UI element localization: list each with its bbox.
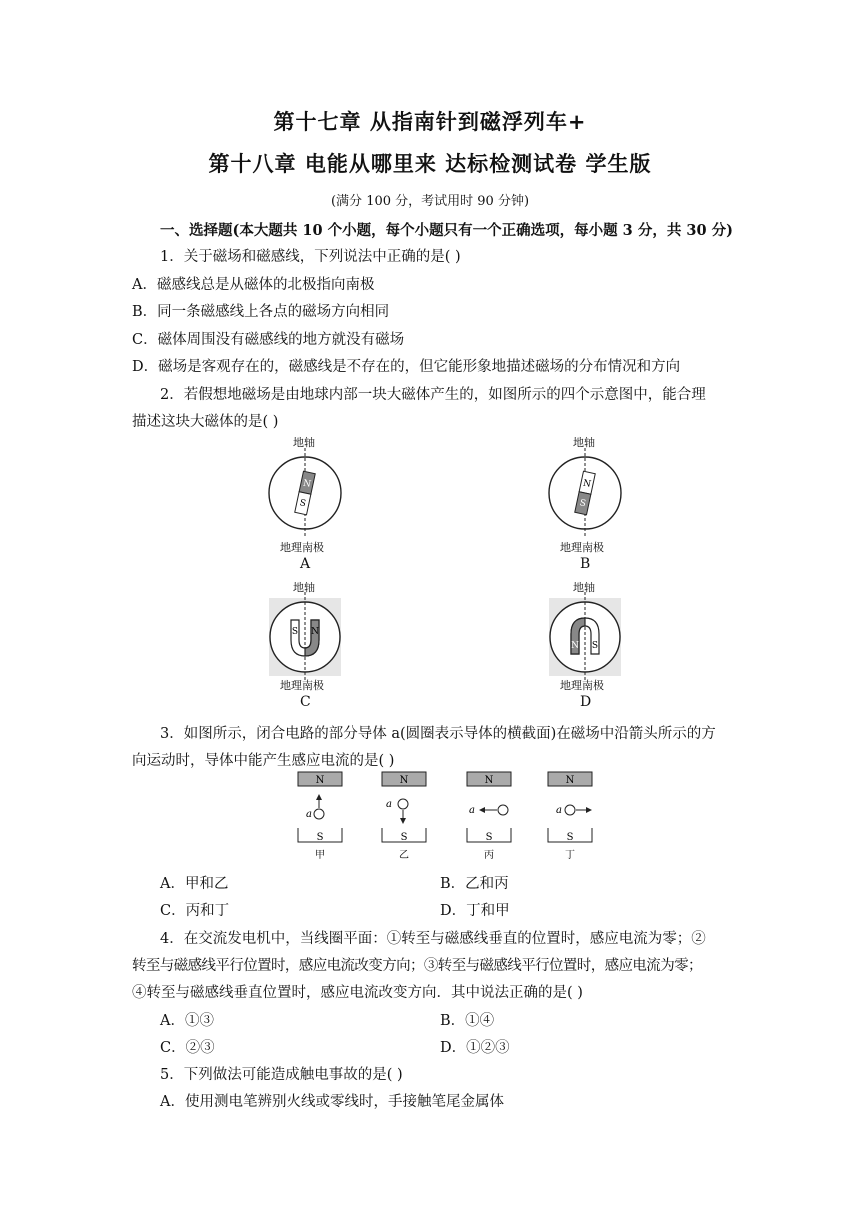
ding-caption: 丁 <box>565 850 575 861</box>
q1-option-b: B．同一条磁感线上各点的磁场方向相同 <box>132 304 390 320</box>
yi-caption: 乙 <box>399 850 409 861</box>
fig-c-s: S <box>291 627 299 637</box>
q3-figure-ding <box>546 770 596 862</box>
q4-option-a: A．①③ <box>160 1013 214 1029</box>
q1-option-d: D．磁场是客观存在的，磁感线是不存在的，但它能形象地描述磁场的分布情况和方向 <box>132 359 681 375</box>
fig-c-earth-diagram <box>255 592 355 682</box>
q1-stem: 1．关于磁场和磁感线，下列说法中正确的是( ) <box>160 249 461 265</box>
fig-b-letter: B <box>580 556 591 572</box>
fig-a-axis-label: 地轴 <box>293 436 315 449</box>
yi-n: N <box>399 775 409 786</box>
fig-a-pole-label: 地理南极 <box>280 541 324 554</box>
title-line-1: 第十七章 从指南针到磁浮列车+ <box>273 110 587 134</box>
jia-s: S <box>316 832 324 843</box>
fig-d-s: S <box>591 641 599 651</box>
fig-b-axis-label: 地轴 <box>573 436 595 449</box>
fig-c-pole-label: 地理南极 <box>280 679 324 692</box>
q4-option-d: D．①②③ <box>440 1040 510 1056</box>
q3-option-b: B．乙和丙 <box>440 876 509 892</box>
fig-a-s: S <box>298 498 307 510</box>
q4-stem-2: 转至与磁感线平行位置时，感应电流改变方向；③转至与磁感线平行位置时，感应电流为零； <box>132 958 702 974</box>
q3-option-d: D．丁和甲 <box>440 903 510 919</box>
fig-d-pole-label: 地理南极 <box>560 679 604 692</box>
bing-a: a <box>469 805 475 816</box>
fig-a-letter: A <box>300 556 311 572</box>
q3-figure-yi <box>380 770 430 862</box>
q3-figure-bing <box>465 770 515 862</box>
q3-figure-jia <box>296 770 346 862</box>
title-line-2: 第十八章 电能从哪里来 达标检测试卷 学生版 <box>208 152 652 176</box>
fig-b-pole-label: 地理南极 <box>560 541 604 554</box>
q4-option-c: C．②③ <box>160 1040 215 1056</box>
q1-option-a: A．磁感线总是从磁体的北极指向南极 <box>132 277 375 293</box>
subtitle: (满分 100 分，考试用时 90 分钟) <box>330 194 530 209</box>
q4-option-b: B．①④ <box>440 1013 495 1029</box>
fig-d-n: N <box>571 641 579 651</box>
fig-a-n: N <box>301 478 312 490</box>
q3-stem-1: 3．如图所示，闭合电路的部分导体 a(圆圈表示导体的横截面)在磁场中沿箭头所示的方 <box>160 726 716 742</box>
yi-s: S <box>400 832 408 843</box>
bing-n: N <box>484 775 494 786</box>
bing-caption: 丙 <box>484 850 494 861</box>
q2-stem-1: 2．若假想地磁场是由地球内部一块大磁体产生的，如图所示的四个示意图中，能合理 <box>160 387 706 403</box>
yi-a: a <box>386 799 392 810</box>
q3-option-a: A．甲和乙 <box>160 876 229 892</box>
fig-c-axis-label: 地轴 <box>293 581 315 594</box>
ding-n: N <box>565 775 575 786</box>
fig-d-earth-diagram <box>535 592 635 682</box>
jia-n: N <box>315 775 325 786</box>
jia-a: a <box>306 809 312 820</box>
q3-stem-2: 向运动时，导体中能产生感应电流的是( ) <box>132 753 395 769</box>
jia-caption: 甲 <box>315 850 325 861</box>
fig-b-n: N <box>581 478 592 490</box>
fig-c-letter: C <box>300 694 311 710</box>
q3-option-c: C．丙和丁 <box>160 903 230 919</box>
fig-d-letter: D <box>580 694 592 710</box>
fig-b-earth-diagram <box>535 448 635 538</box>
q5-option-a: A．使用测电笔辨别火线或零线时，手接触笔尾金属体 <box>160 1094 504 1110</box>
q4-stem-3: ④转至与磁感线垂直位置时，感应电流改变方向．其中说法正确的是( ) <box>132 985 583 1001</box>
q1-option-c: C．磁体周围没有磁感线的地方就没有磁场 <box>132 332 405 348</box>
q2-stem-2: 描述这块大磁体的是( ) <box>132 414 279 430</box>
fig-a-earth-diagram <box>255 448 355 538</box>
fig-d-axis-label: 地轴 <box>573 581 595 594</box>
section-heading: 一、选择题(本大题共 10 个小题，每个小题只有一个正确选项，每小题 3 分，共 30 分) <box>160 222 733 239</box>
fig-c-n: N <box>311 627 319 637</box>
ding-s: S <box>566 832 574 843</box>
q5-stem: 5．下列做法可能造成触电事故的是( ) <box>160 1067 403 1083</box>
q4-stem-1: 4．在交流发电机中，当线圈平面：①转至与磁感线垂直的位置时，感应电流为零；② <box>160 931 706 947</box>
fig-b-s: S <box>578 498 587 510</box>
ding-a: a <box>556 805 562 816</box>
bing-s: S <box>485 832 493 843</box>
